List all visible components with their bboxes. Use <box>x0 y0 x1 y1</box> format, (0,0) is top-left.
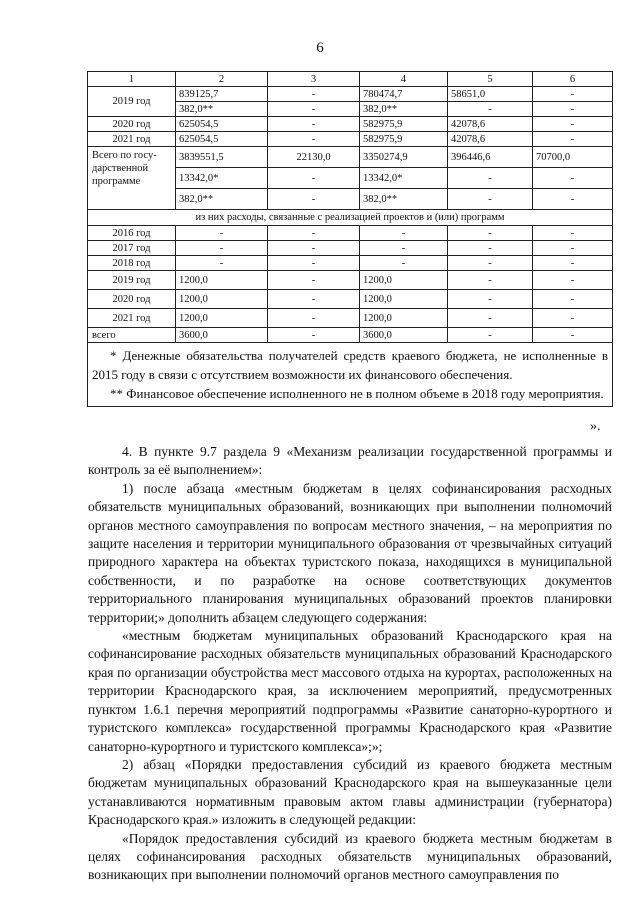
row-label-total: Всего по госу-дарственной программе <box>88 147 176 210</box>
row-label: 2016 год <box>88 226 176 241</box>
table-cell: - <box>533 132 613 147</box>
table-cell: 382,0** <box>176 102 268 117</box>
table-cell: - <box>448 328 533 343</box>
table-cell: - <box>268 168 360 189</box>
table-cell: - <box>268 256 360 271</box>
section-heading-row <box>88 210 613 226</box>
table-cell: 839125,7 <box>176 87 268 102</box>
table-cell: - <box>533 309 613 328</box>
table-row <box>88 271 613 290</box>
table-cell: - <box>268 102 360 117</box>
header-cell: 6 <box>533 72 613 87</box>
table-cell: 780474,7 <box>360 87 448 102</box>
table-cell: 625054,5 <box>176 117 268 132</box>
table-cell: - <box>360 226 448 241</box>
table-cell: 396446,6 <box>448 147 533 168</box>
table-row <box>88 226 613 241</box>
table-row <box>88 117 613 132</box>
table-cell: - <box>448 102 533 117</box>
table-cell: - <box>268 189 360 210</box>
header-cell: 2 <box>176 72 268 87</box>
table-row <box>88 290 613 309</box>
table-cell: - <box>268 271 360 290</box>
table-cell: - <box>176 256 268 271</box>
table-cell: - <box>176 241 268 256</box>
footnote-single-star: * Денежные обязательства получателей средств краевого бюджета, не исполненные в 2015 году в связи с отсутствием возможности их финансового обеспечения. <box>92 348 608 382</box>
paragraph-quoted-new-wording: «Порядок предоставления субсидий из краевого бюджета местным бюджетам в целях софинансирования расходных обязательств муниципальных образований, возникающих при выполнении полномочий органов местного самоуправления по <box>88 830 612 883</box>
budget-table <box>87 71 613 407</box>
table-cell: - <box>533 226 613 241</box>
table-cell: - <box>533 256 613 271</box>
notes-row <box>88 343 613 407</box>
table-cell: 625054,5 <box>176 132 268 147</box>
table-notes <box>88 343 613 407</box>
table-cell: - <box>448 256 533 271</box>
header-cell: 1 <box>88 72 176 87</box>
table-cell: - <box>533 189 613 210</box>
row-label: 2020 год <box>88 290 176 309</box>
table-cell: 3600,0 <box>360 328 448 343</box>
table-cell: 3600,0 <box>176 328 268 343</box>
table-cell: 382,0** <box>176 189 268 210</box>
table-cell: - <box>268 132 360 147</box>
table-cell: - <box>533 117 613 132</box>
header-cell: 3 <box>268 72 360 87</box>
closing-quote: ». <box>590 419 601 434</box>
paragraph-quoted-addition: «местным бюджетам муниципальных образований Краснодарского края на софинансирование расходных обязательств муниципальных образований Краснодарского края по организации обустройства мест массового отдыха на курортах, расположенных на территории Краснодарского края, за исключением мероприятий, предусмотренных пунктом 1.6.1 перечня мероприятий подпрограммы «Развитие санаторно-курортного и туристского комплекса» государственной программы Краснодарского края «Развитие санаторно-курортного и туристского комплекса»;»; <box>88 628 612 754</box>
table-cell: 13342,0* <box>176 168 268 189</box>
body-text <box>88 443 612 885</box>
table-cell: 3350274,9 <box>360 147 448 168</box>
table-cell: 582975,9 <box>360 132 448 147</box>
table-cell: - <box>533 102 613 117</box>
table-cell: 1200,0 <box>176 309 268 328</box>
table-cell: 1200,0 <box>360 309 448 328</box>
row-label: 2021 год <box>88 132 176 147</box>
table-cell: - <box>268 328 360 343</box>
table-cell: - <box>176 226 268 241</box>
header-cell: 4 <box>360 72 448 87</box>
table-cell: 13342,0* <box>360 168 448 189</box>
table-cell: - <box>448 189 533 210</box>
table-cell: - <box>448 309 533 328</box>
table-cell: - <box>268 117 360 132</box>
table-cell: - <box>448 241 533 256</box>
table-cell: - <box>360 241 448 256</box>
table-cell: - <box>448 271 533 290</box>
row-label: 2020 год <box>88 117 176 132</box>
table-row <box>88 309 613 328</box>
table-cell: - <box>448 290 533 309</box>
table-cell: - <box>533 87 613 102</box>
row-label: 2019 год <box>88 87 176 117</box>
paragraph-item-4: 4. В пункте 9.7 раздела 9 «Механизм реализации государственной программы и контроль за её выполнением»: <box>88 444 612 478</box>
page-number: 6 <box>316 40 324 56</box>
table-cell: 22130,0 <box>268 147 360 168</box>
table-cell: 3839551,5 <box>176 147 268 168</box>
table-cell: - <box>268 309 360 328</box>
header-cell: 5 <box>448 72 533 87</box>
table-cell: 382,0** <box>360 102 448 117</box>
table-cell: 382,0** <box>360 189 448 210</box>
row-label: 2017 год <box>88 241 176 256</box>
table-row <box>88 241 613 256</box>
row-label: 2018 год <box>88 256 176 271</box>
table-cell: 58651,0 <box>448 87 533 102</box>
section-heading: из них расходы, связанные с реализацией проектов и (или) программ <box>88 210 613 226</box>
table-cell: - <box>360 256 448 271</box>
table-cell: - <box>268 226 360 241</box>
table-cell: - <box>268 290 360 309</box>
paragraph-subitem-1: 1) после абзаца «местным бюджетам в целях софинансирования расходных обязательств муниципальных образований, возникающих при выполнении полномочий органов местного самоуправления по вопросам местного значения, – на мероприятия по защите населения и территории муниципального образования от чрезвычайных ситуаций природного характера на объектах туристского показа, находящихся в муниципальной собственности, и по разработке на основе соответствующих документов территориального планирования муниципальных образований проектов планировки территории;» дополнить абзацем следующего содержания: <box>88 480 612 625</box>
table-row <box>88 132 613 147</box>
table-cell: 1200,0 <box>360 271 448 290</box>
table-cell: - <box>533 290 613 309</box>
table-row <box>88 87 613 102</box>
table-cell: 1200,0 <box>176 290 268 309</box>
table-cell: - <box>533 328 613 343</box>
table-row-total <box>88 147 613 168</box>
table-cell: - <box>268 241 360 256</box>
table-cell: - <box>533 241 613 256</box>
row-label: 2021 год <box>88 309 176 328</box>
table-cell: - <box>448 168 533 189</box>
table-cell: - <box>448 226 533 241</box>
table-cell: 42078,6 <box>448 132 533 147</box>
table-cell: - <box>268 87 360 102</box>
table-cell: - <box>533 168 613 189</box>
table-row <box>88 256 613 271</box>
table-row-total <box>88 328 613 343</box>
table-cell: 1200,0 <box>360 290 448 309</box>
footnote-double-star: ** Финансовое обеспечение исполненного не в полном объеме в 2018 году мероприятия. <box>110 386 604 401</box>
table-cell: - <box>533 271 613 290</box>
table-cell: 1200,0 <box>176 271 268 290</box>
row-label: всего <box>88 328 176 343</box>
table-cell: 42078,6 <box>448 117 533 132</box>
row-label: 2019 год <box>88 271 176 290</box>
table-cell: 582975,9 <box>360 117 448 132</box>
paragraph-subitem-2: 2) абзац «Порядки предоставления субсидий из краевого бюджета местным бюджетам муниципальных образований Краснодарского края на вышеуказанные цели устанавливаются нормативным правовым актом главы администрации (губернатора) Краснодарского края.» изложить в следующей редакции: <box>88 756 612 828</box>
table-cell: 70700,0 <box>533 147 613 168</box>
table-header-row <box>88 72 613 87</box>
